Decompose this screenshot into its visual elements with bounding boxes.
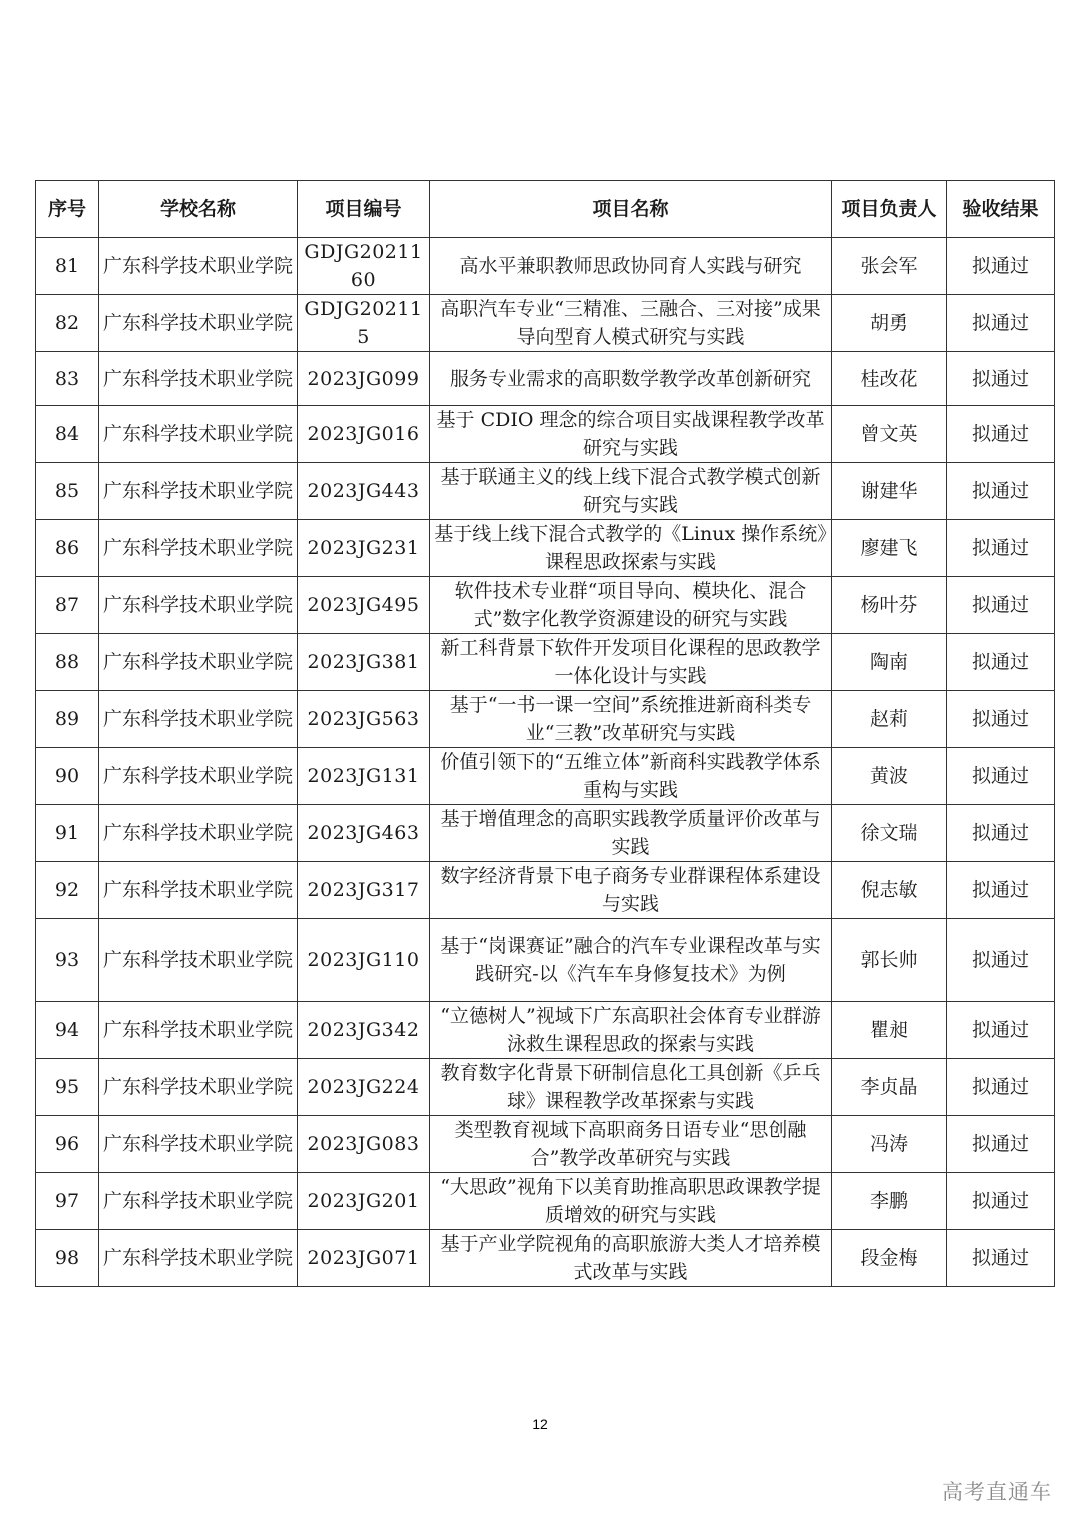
cell-title: “立德树人”视域下广东高职社会体育专业群游泳救生课程思政的探索与实践 xyxy=(430,1002,832,1059)
project-acceptance-table xyxy=(35,180,1055,1287)
table-row xyxy=(36,1173,1055,1230)
cell-leader: 段金梅 xyxy=(832,1230,947,1287)
cell-code: 2023JG563 xyxy=(298,691,430,748)
cell-no: 90 xyxy=(36,748,99,805)
page-number: 12 xyxy=(532,1416,548,1432)
cell-result: 拟通过 xyxy=(947,295,1055,352)
cell-title: 基于“岗课赛证”融合的汽车专业课程改革与实践研究-以《汽车车身修复技术》为例 xyxy=(430,919,832,1002)
cell-title: 基于 CDIO 理念的综合项目实战课程教学改革研究与实践 xyxy=(430,406,832,463)
cell-title: 基于联通主义的线上线下混合式教学模式创新研究与实践 xyxy=(430,463,832,520)
cell-no: 96 xyxy=(36,1116,99,1173)
cell-school: 广东科学技术职业学院 xyxy=(99,634,298,691)
cell-title: 基于“一书一课一空间”系统推进新商科类专业“三教”改革研究与实践 xyxy=(430,691,832,748)
table-row xyxy=(36,919,1055,1002)
cell-code: 2023JG231 xyxy=(298,520,430,577)
cell-result: 拟通过 xyxy=(947,463,1055,520)
cell-code: 2023JG443 xyxy=(298,463,430,520)
cell-code: 2023JG463 xyxy=(298,805,430,862)
cell-no: 83 xyxy=(36,352,99,406)
cell-leader: 陶南 xyxy=(832,634,947,691)
table-row xyxy=(36,352,1055,406)
cell-title: 类型教育视域下高职商务日语专业“思创融合”教学改革研究与实践 xyxy=(430,1116,832,1173)
cell-result: 拟通过 xyxy=(947,1059,1055,1116)
cell-no: 87 xyxy=(36,577,99,634)
cell-school: 广东科学技术职业学院 xyxy=(99,805,298,862)
cell-title: 新工科背景下软件开发项目化课程的思政教学一体化设计与实践 xyxy=(430,634,832,691)
table-row xyxy=(36,805,1055,862)
header-no: 序号 xyxy=(36,181,99,238)
table-row xyxy=(36,520,1055,577)
cell-leader: 赵莉 xyxy=(832,691,947,748)
cell-school: 广东科学技术职业学院 xyxy=(99,862,298,919)
cell-no: 88 xyxy=(36,634,99,691)
cell-school: 广东科学技术职业学院 xyxy=(99,1059,298,1116)
cell-title: 教育数字化背景下研制信息化工具创新《乒乓球》课程教学改革探索与实践 xyxy=(430,1059,832,1116)
table-row xyxy=(36,406,1055,463)
cell-result: 拟通过 xyxy=(947,1230,1055,1287)
cell-title: 价值引领下的“五维立体”新商科实践教学体系重构与实践 xyxy=(430,748,832,805)
cell-leader: 谢建华 xyxy=(832,463,947,520)
cell-leader: 张会军 xyxy=(832,238,947,295)
cell-no: 82 xyxy=(36,295,99,352)
cell-code: 2023JG131 xyxy=(298,748,430,805)
header-school: 学校名称 xyxy=(99,181,298,238)
cell-no: 97 xyxy=(36,1173,99,1230)
cell-no: 94 xyxy=(36,1002,99,1059)
cell-result: 拟通过 xyxy=(947,691,1055,748)
cell-code: 2023JG342 xyxy=(298,1002,430,1059)
cell-title: 基于产业学院视角的高职旅游大类人才培养模式改革与实践 xyxy=(430,1230,832,1287)
cell-code: 2023JG099 xyxy=(298,352,430,406)
cell-leader: 瞿昶 xyxy=(832,1002,947,1059)
cell-title: 数字经济背景下电子商务专业群课程体系建设与实践 xyxy=(430,862,832,919)
cell-leader: 徐文瑞 xyxy=(832,805,947,862)
cell-school: 广东科学技术职业学院 xyxy=(99,520,298,577)
cell-title: 服务专业需求的高职数学教学改革创新研究 xyxy=(430,352,832,406)
cell-leader: 黄波 xyxy=(832,748,947,805)
cell-result: 拟通过 xyxy=(947,634,1055,691)
cell-result: 拟通过 xyxy=(947,238,1055,295)
cell-result: 拟通过 xyxy=(947,1116,1055,1173)
cell-code: GDJG202115 xyxy=(298,295,430,352)
cell-result: 拟通过 xyxy=(947,1173,1055,1230)
header-result: 验收结果 xyxy=(947,181,1055,238)
cell-no: 93 xyxy=(36,919,99,1002)
cell-code: 2023JG224 xyxy=(298,1059,430,1116)
cell-result: 拟通过 xyxy=(947,577,1055,634)
cell-result: 拟通过 xyxy=(947,406,1055,463)
cell-result: 拟通过 xyxy=(947,352,1055,406)
cell-title: 高职汽车专业“三精准、三融合、三对接”成果导向型育人模式研究与实践 xyxy=(430,295,832,352)
table-row xyxy=(36,577,1055,634)
cell-code: GDJG2021160 xyxy=(298,238,430,295)
cell-school: 广东科学技术职业学院 xyxy=(99,238,298,295)
cell-result: 拟通过 xyxy=(947,748,1055,805)
table-row xyxy=(36,1230,1055,1287)
cell-result: 拟通过 xyxy=(947,1002,1055,1059)
cell-school: 广东科学技术职业学院 xyxy=(99,295,298,352)
cell-leader: 曾文英 xyxy=(832,406,947,463)
cell-result: 拟通过 xyxy=(947,862,1055,919)
cell-school: 广东科学技术职业学院 xyxy=(99,577,298,634)
cell-no: 84 xyxy=(36,406,99,463)
cell-result: 拟通过 xyxy=(947,919,1055,1002)
table-row xyxy=(36,1002,1055,1059)
table-row xyxy=(36,1116,1055,1173)
header-title: 项目名称 xyxy=(430,181,832,238)
cell-no: 91 xyxy=(36,805,99,862)
table-row xyxy=(36,463,1055,520)
cell-school: 广东科学技术职业学院 xyxy=(99,919,298,1002)
cell-school: 广东科学技术职业学院 xyxy=(99,352,298,406)
cell-title: 基于线上线下混合式教学的《Linux 操作系统》课程思政探索与实践 xyxy=(430,520,832,577)
cell-leader: 杨叶芬 xyxy=(832,577,947,634)
cell-leader: 李鹏 xyxy=(832,1173,947,1230)
cell-code: 2023JG495 xyxy=(298,577,430,634)
cell-school: 广东科学技术职业学院 xyxy=(99,691,298,748)
cell-code: 2023JG110 xyxy=(298,919,430,1002)
cell-leader: 胡勇 xyxy=(832,295,947,352)
cell-code: 2023JG381 xyxy=(298,634,430,691)
table-row xyxy=(36,634,1055,691)
cell-no: 81 xyxy=(36,238,99,295)
table-row xyxy=(36,1059,1055,1116)
cell-title: “大思政”视角下以美育助推高职思政课教学提质增效的研究与实践 xyxy=(430,1173,832,1230)
cell-school: 广东科学技术职业学院 xyxy=(99,1116,298,1173)
cell-no: 85 xyxy=(36,463,99,520)
cell-leader: 郭长帅 xyxy=(832,919,947,1002)
cell-title: 基于增值理念的高职实践教学质量评价改革与实践 xyxy=(430,805,832,862)
table-row xyxy=(36,295,1055,352)
cell-school: 广东科学技术职业学院 xyxy=(99,463,298,520)
cell-leader: 李贞晶 xyxy=(832,1059,947,1116)
cell-no: 98 xyxy=(36,1230,99,1287)
table-row xyxy=(36,862,1055,919)
cell-school: 广东科学技术职业学院 xyxy=(99,1002,298,1059)
cell-no: 92 xyxy=(36,862,99,919)
cell-no: 86 xyxy=(36,520,99,577)
cell-leader: 倪志敏 xyxy=(832,862,947,919)
cell-title: 软件技术专业群“项目导向、模块化、混合式”数字化教学资源建设的研究与实践 xyxy=(430,577,832,634)
table-header-row xyxy=(36,181,1055,238)
table-row xyxy=(36,238,1055,295)
table-row xyxy=(36,748,1055,805)
table-row xyxy=(36,691,1055,748)
cell-code: 2023JG071 xyxy=(298,1230,430,1287)
watermark: 高考直通车 xyxy=(942,1480,1052,1504)
cell-code: 2023JG317 xyxy=(298,862,430,919)
cell-no: 95 xyxy=(36,1059,99,1116)
header-leader: 项目负责人 xyxy=(832,181,947,238)
cell-code: 2023JG016 xyxy=(298,406,430,463)
cell-school: 广东科学技术职业学院 xyxy=(99,1230,298,1287)
cell-no: 89 xyxy=(36,691,99,748)
cell-leader: 冯涛 xyxy=(832,1116,947,1173)
cell-school: 广东科学技术职业学院 xyxy=(99,406,298,463)
cell-code: 2023JG201 xyxy=(298,1173,430,1230)
cell-title: 高水平兼职教师思政协同育人实践与研究 xyxy=(430,238,832,295)
header-code: 项目编号 xyxy=(298,181,430,238)
cell-result: 拟通过 xyxy=(947,520,1055,577)
cell-leader: 廖建飞 xyxy=(832,520,947,577)
cell-result: 拟通过 xyxy=(947,805,1055,862)
cell-leader: 桂改花 xyxy=(832,352,947,406)
cell-school: 广东科学技术职业学院 xyxy=(99,1173,298,1230)
cell-code: 2023JG083 xyxy=(298,1116,430,1173)
cell-school: 广东科学技术职业学院 xyxy=(99,748,298,805)
